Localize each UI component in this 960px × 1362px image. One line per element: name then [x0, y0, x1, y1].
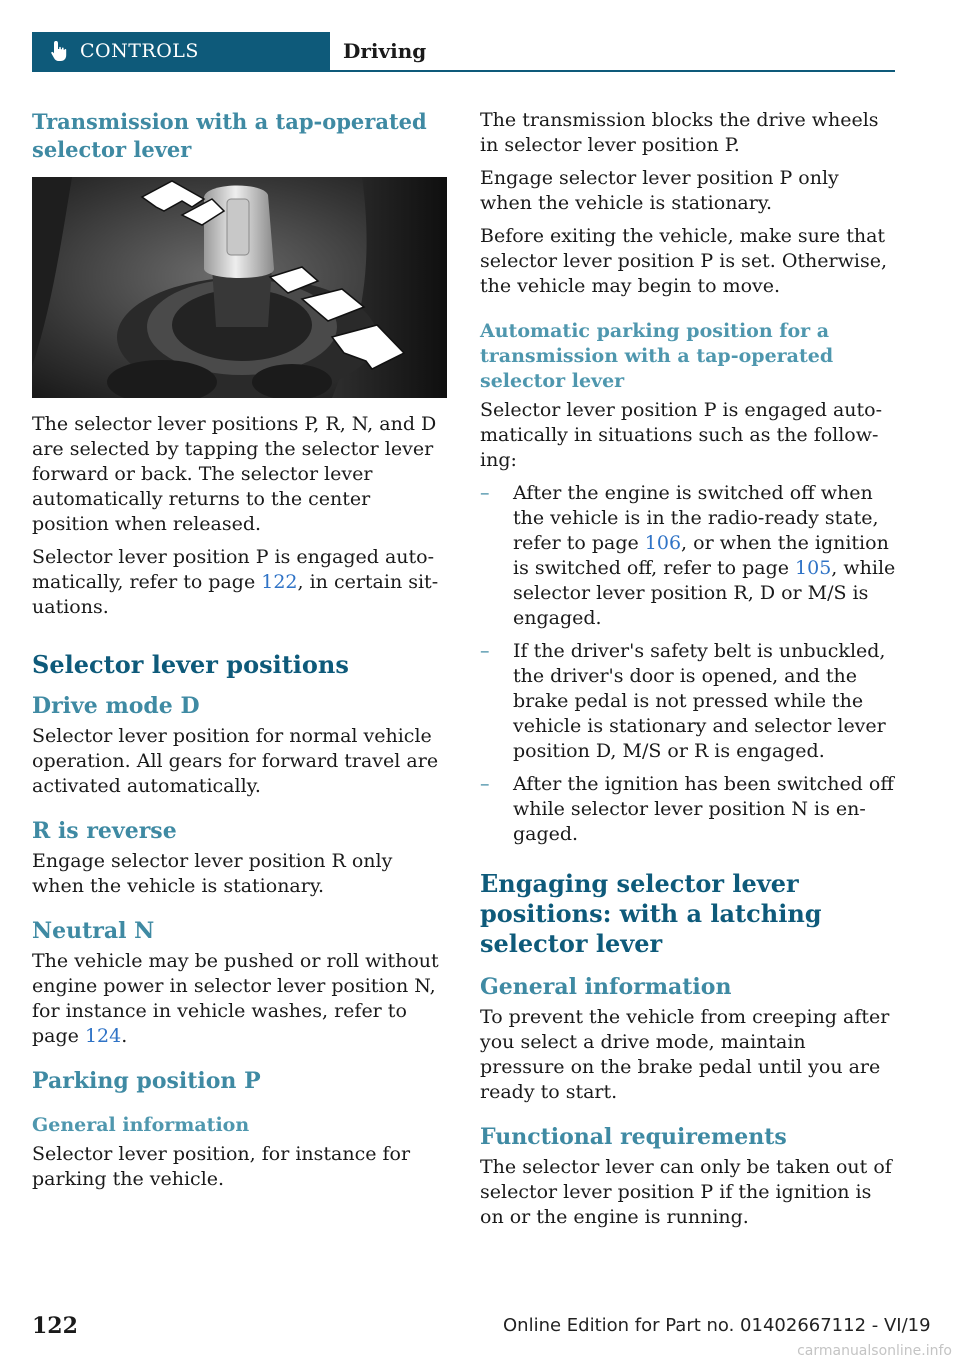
paragraph-blocks-wheels: The transmission blocks the drive wheels in selector lever position P.: [480, 109, 879, 156]
text-fragment: , in certain situations.: [32, 571, 439, 618]
heading-reverse: R is reverse: [32, 818, 177, 844]
heading-selector-lever-positions: Selector lever positions: [32, 650, 349, 679]
paragraph-p-auto-ref: [32, 545, 447, 620]
page-link-105[interactable]: 105: [795, 557, 832, 579]
paragraph-creeping: To prevent the vehicle from creeping after you select a drive mode, maintain pressure on the brake pedal until you are ready to start.: [480, 1006, 890, 1103]
page-number: 122: [32, 1313, 78, 1339]
text-fragment: After the engine is switched off when the vehicle is in the radio-ready state, refer to page: [513, 482, 879, 554]
text-fragment: After the ignition has been switched off while selector lever position N is engaged.: [513, 773, 894, 845]
heading-tap-operated: Transmission with a tap-operated selector lever: [32, 109, 427, 162]
heading-neutral: Neutral N: [32, 918, 155, 944]
list-dash: –: [480, 640, 490, 662]
edition-footer: Online Edition for Part no. 01402667112 - VI/19: [503, 1315, 931, 1336]
paragraph-neutral: [32, 949, 447, 1049]
paragraph-automatic-parking: Selector lever position P is engaged automatically in situations such as the following:: [480, 399, 883, 471]
text-fragment: If the driver's safety belt is unbuckled, the driver's door is opened, and the brake pedal is not pressed while the vehicle is stationary and selector lever position D, M/S or R is engaged.: [513, 640, 886, 762]
text-fragment: , while selector lever position R, D or M/S is engaged.: [513, 557, 896, 629]
heading-automatic-parking: Automatic parking position for a transmission with a tap-operated selector lever: [480, 320, 834, 392]
page-header: [32, 32, 895, 72]
chapter-tab: [32, 32, 330, 70]
watermark: carmanualsonline.info: [797, 1343, 952, 1359]
paragraph-functional: The selector lever can only be taken out of selector lever position P if the ignition is on or the engine is running.: [480, 1156, 892, 1228]
paragraph-reverse: Engage selector lever position R only when the vehicle is stationary.: [32, 850, 393, 897]
heading-functional-requirements: Functional requirements: [480, 1124, 787, 1150]
list-item: [480, 639, 896, 764]
page-link-122[interactable]: 122: [261, 571, 298, 593]
heading-drive-mode: Drive mode D: [32, 693, 200, 719]
page-link-124[interactable]: 124: [84, 1025, 122, 1047]
heading-general-information: General information: [32, 1114, 250, 1136]
paragraph-drive: Selector lever position for normal vehicle operation. All gears for forward travel are activated automatically.: [32, 725, 439, 797]
text-fragment: .: [121, 1025, 128, 1047]
list-item: [480, 772, 896, 847]
paragraph-tap-description: The selector lever positions P, R, N, and D are selected by tapping the selector lever forward or back. The selector lever automatically returns to the center position when released.: [32, 413, 437, 535]
text-fragment: Selector lever position P is engaged automatically, refer to page: [32, 546, 435, 593]
heading-engaging-latching: Engaging selector lever positions: with a latching selector lever: [480, 869, 822, 958]
text-fragment: , or when the ignition is switched off, refer to page: [513, 532, 889, 579]
paragraph-parking-general: Selector lever position, for instance for parking the vehicle.: [32, 1143, 411, 1190]
selector-lever-photo: [32, 177, 447, 398]
list-dash: –: [480, 773, 490, 795]
right-column: [480, 108, 896, 1238]
paragraph-before-exiting: Before exiting the vehicle, make sure that selector lever position P is set. Otherwise, the vehicle may begin to move.: [480, 225, 887, 297]
text-fragment: The vehicle may be pushed or roll without engine power in selector lever position N, for instance in vehicle washes, refer to page: [32, 950, 439, 1047]
heading-parking: Parking position P: [32, 1068, 261, 1094]
hand-pointer-icon: [46, 38, 72, 64]
page-link-106[interactable]: 106: [644, 532, 682, 554]
section-title: Driving: [343, 39, 427, 63]
header-rule: [32, 70, 895, 72]
chapter-label: CONTROLS: [80, 40, 199, 62]
left-column: [32, 108, 447, 1200]
paragraph-engage-p: Engage selector lever position P only when the vehicle is stationary.: [480, 167, 839, 214]
list-dash: –: [480, 482, 490, 504]
automatic-parking-list: [480, 481, 896, 847]
heading-general-information-2: General information: [480, 974, 732, 1000]
list-item: [480, 481, 896, 631]
